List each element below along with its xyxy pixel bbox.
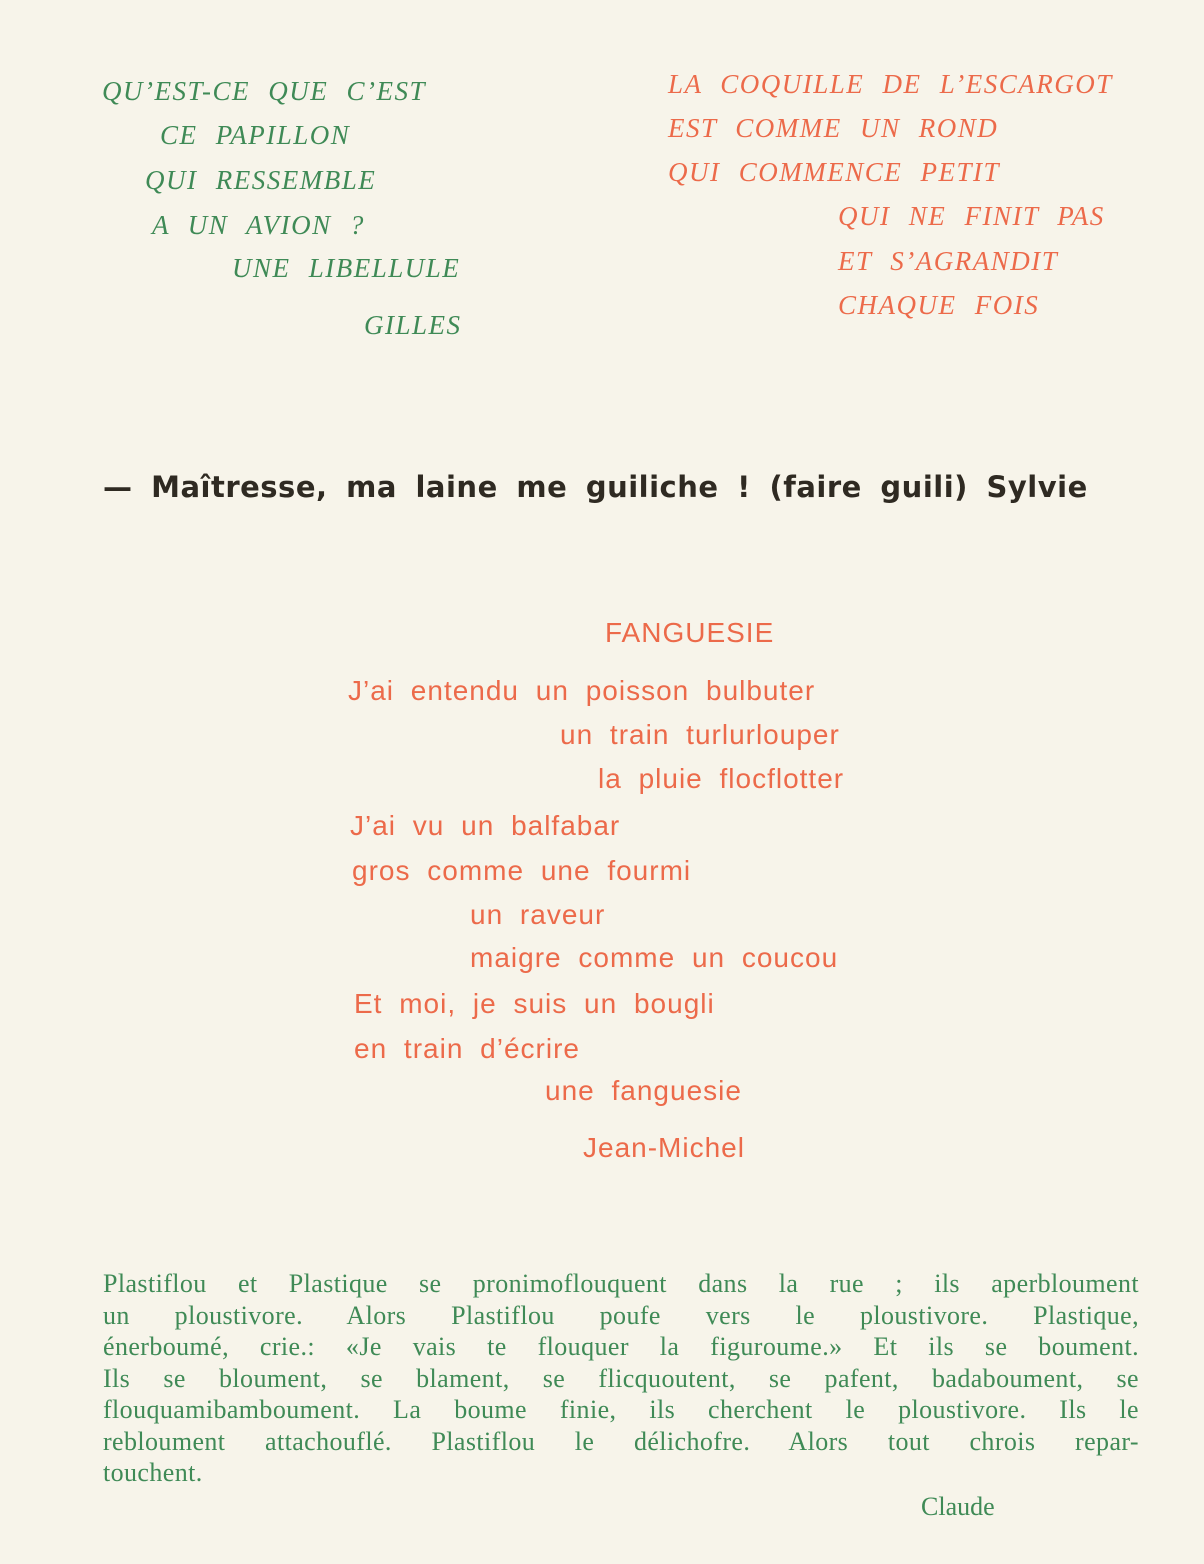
poem-line: gros comme une fourmi <box>352 855 692 886</box>
poem-line: LA COQUILLE DE L’ESCARGOT <box>668 69 1113 99</box>
poem-line: CHAQUE FOIS <box>838 290 1040 320</box>
poem-line: un train turlurlouper <box>560 719 840 750</box>
poem-line: QU’EST-CE QUE C’EST <box>102 76 426 106</box>
poem-line: J’ai entendu un poisson bulbuter <box>348 675 816 706</box>
poem-line: EST COMME UN ROND <box>668 113 999 143</box>
prose-line: flouquamibamboument. La boume finie, ils cherchent le ploustivore. Ils le <box>103 1395 1139 1424</box>
poem-line: un raveur <box>470 899 606 930</box>
prose-line: Plastiflou et Plastique se pronimoflouquent dans la rue ; ils aperbloument <box>103 1269 1139 1298</box>
poem-line: Et moi, je suis un bougli <box>354 988 715 1019</box>
poem-line: QUI NE FINIT PAS <box>838 201 1105 231</box>
poem-line: QUI COMMENCE PETIT <box>668 157 1000 187</box>
prose-line: rebloument attachouflé. Plastiflou le délichofre. Alors tout chrois repar- <box>103 1426 1139 1456</box>
poem-line: J’ai vu un balfabar <box>350 810 621 841</box>
prose-paragraph <box>103 1268 1139 1489</box>
prose-line: énerboumé, crie.: «Je vais te flouquer la figuroume.» Et ils se boument. <box>103 1332 1139 1361</box>
prose-line: un ploustivore. Alors Plastiflou poufe vers le ploustivore. Plastique, <box>103 1300 1139 1330</box>
poem-line: une fanguesie <box>545 1075 742 1106</box>
prose-line: touchent. <box>103 1458 203 1487</box>
poem-line: A UN AVION ? <box>152 210 365 240</box>
poem-author: GILLES <box>364 310 462 340</box>
prose-line: Ils se bloument, se blament, se flicquoutent, se pafent, badaboument, se <box>103 1363 1139 1393</box>
poem-author: Jean-Michel <box>583 1132 745 1163</box>
poem-line: la pluie flocflotter <box>598 763 845 794</box>
quote-sylvie: — Maîtresse, ma laine me guiliche ! (faire guili) Sylvie <box>103 470 1088 504</box>
poem-line: en train d’écrire <box>354 1033 580 1064</box>
poem-line: QUI RESSEMBLE <box>145 165 377 195</box>
poem-line: maigre comme un coucou <box>470 942 839 973</box>
poem-line: CE PAPILLON <box>160 120 351 150</box>
prose-author: Claude <box>921 1492 995 1521</box>
poem-line: ET S’AGRANDIT <box>838 246 1059 276</box>
poem-title: FANGUESIE <box>605 617 775 648</box>
poem-line: UNE LIBELLULE <box>232 253 461 283</box>
